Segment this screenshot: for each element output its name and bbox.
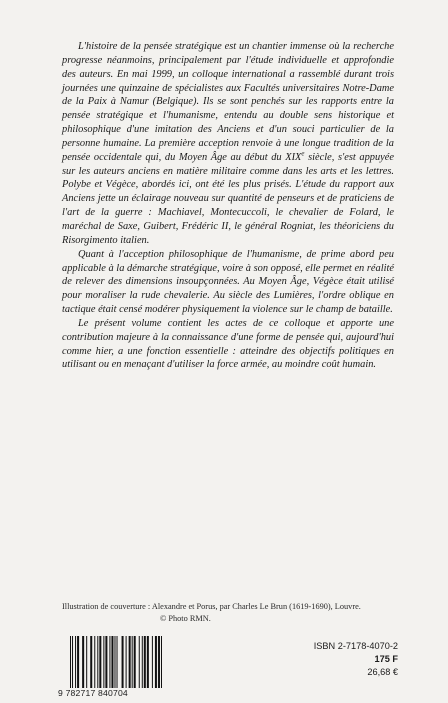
blurb-paragraph-2: Quant à l'acception philosophique de l'humanisme, de prime abord peu applicable à la démarche stratégique, voire à son opposé, elle permet en réalité de relever des dimensions insoupçonnées. Au Moyen Âge, Végèce était utilisé pour moraliser la rude chevalerie. Au siècle des Lumières, l'ordre oblique en tactique était censé modérer physiquement la violence sur le champ de bataille.	[62, 248, 394, 316]
barcode-bar	[159, 636, 160, 688]
barcode-bar	[132, 636, 133, 688]
barcode-bar	[99, 636, 101, 688]
barcode-bar	[103, 636, 104, 688]
barcode-bar	[139, 636, 140, 688]
barcode-bar	[90, 636, 92, 688]
isbn-price-block	[292, 640, 398, 679]
blurb-paragraph-1	[62, 40, 394, 248]
barcode-bar	[94, 636, 95, 688]
barcode-bar	[147, 636, 149, 688]
isbn-number: ISBN 2-7178-4070-2	[313, 641, 398, 651]
paragraph-1-text-b: siècle, s'est appuyée sur les auteurs anciens en matière militaire comme dans les arts et les lettres. Polybe et Végèce, abordés ici, ont été les plus prisés. L'étude du rapport aux Anciens jette un éclairage nouveau sur quantité de penseurs et de praticiens de l'art de la guerre : Machiavel, Montecuccoli, le chevalier de Folard, le maréchal de Saxe, Guibert, Frédéric II, le général Rogniat, les théoriciens du Risorgimento italien.	[62, 151, 395, 246]
barcode-bar	[82, 636, 84, 688]
barcode-bar	[122, 636, 124, 688]
credit-line-2: © Photo RMN.	[160, 613, 211, 623]
blurb-paragraph-3: Le présent volume contient les actes de ce colloque et apporte une contribution majeure à la connaissance d'une forme de pensée qui, aujourd'hui comme hier, a une fonction essentielle : atteindre des objectifs politiques en utilisant ou en menaçant d'utiliser la force armée, au moindre coût humain.	[62, 317, 394, 371]
barcode-bar	[155, 636, 157, 688]
barcode-bar	[105, 636, 107, 688]
barcode-digits: 9 782717 840704	[58, 688, 174, 698]
barcode-bar	[114, 636, 115, 688]
barcode-bar	[144, 636, 146, 688]
credit-line-1: Illustration de couverture : Alexandre et Porus, par Charles Le Brun (1619-1690), Louvre.	[62, 602, 361, 611]
barcode-bar	[152, 636, 153, 688]
barcode-bar	[158, 636, 159, 688]
barcode-bar	[86, 636, 87, 688]
back-cover-blurb	[62, 40, 394, 372]
barcode-bar	[72, 636, 73, 688]
barcode-bar	[111, 636, 113, 688]
barcode	[62, 636, 170, 692]
century-superscript: e	[301, 149, 305, 158]
barcode-bar	[129, 636, 131, 688]
barcode-bar	[75, 636, 76, 688]
barcode-bar	[77, 636, 79, 688]
price-euros: 26,68 €	[367, 667, 398, 677]
barcode-bar	[97, 636, 98, 688]
barcode-bars	[62, 636, 170, 688]
barcode-bar	[134, 636, 136, 688]
paragraph-1-text-a: L'histoire de la pensée stratégique est un chantier immense où la recherche progresse néanmoins, principalement par l'étude individuelle et approfondie des auteurs. En mai 1999, un colloque international a rassemblé durant trois journées une quinzaine de spécialistes aux Facultés universitaires Notre-Dame de la Paix à Namur (Belgique). Ils se sont penchés sur les rapports entre la pensée stratégique et l'humanisme, entendu au double sens historique et philosophique d'une imitation des Anciens et d'un souci particulier de la personne humaine. La première acception renvoie à une longue tradition de la pensée occidentale qui, du Moyen Âge au début du XIX	[62, 41, 394, 163]
cover-illustration-credit	[62, 601, 397, 624]
barcode-bar	[161, 636, 162, 688]
barcode-bar	[70, 636, 71, 688]
price-francs: 175 F	[374, 654, 398, 664]
barcode-bar	[126, 636, 127, 688]
barcode-bar	[109, 636, 110, 688]
barcode-bar	[117, 636, 118, 688]
barcode-bar	[142, 636, 143, 688]
